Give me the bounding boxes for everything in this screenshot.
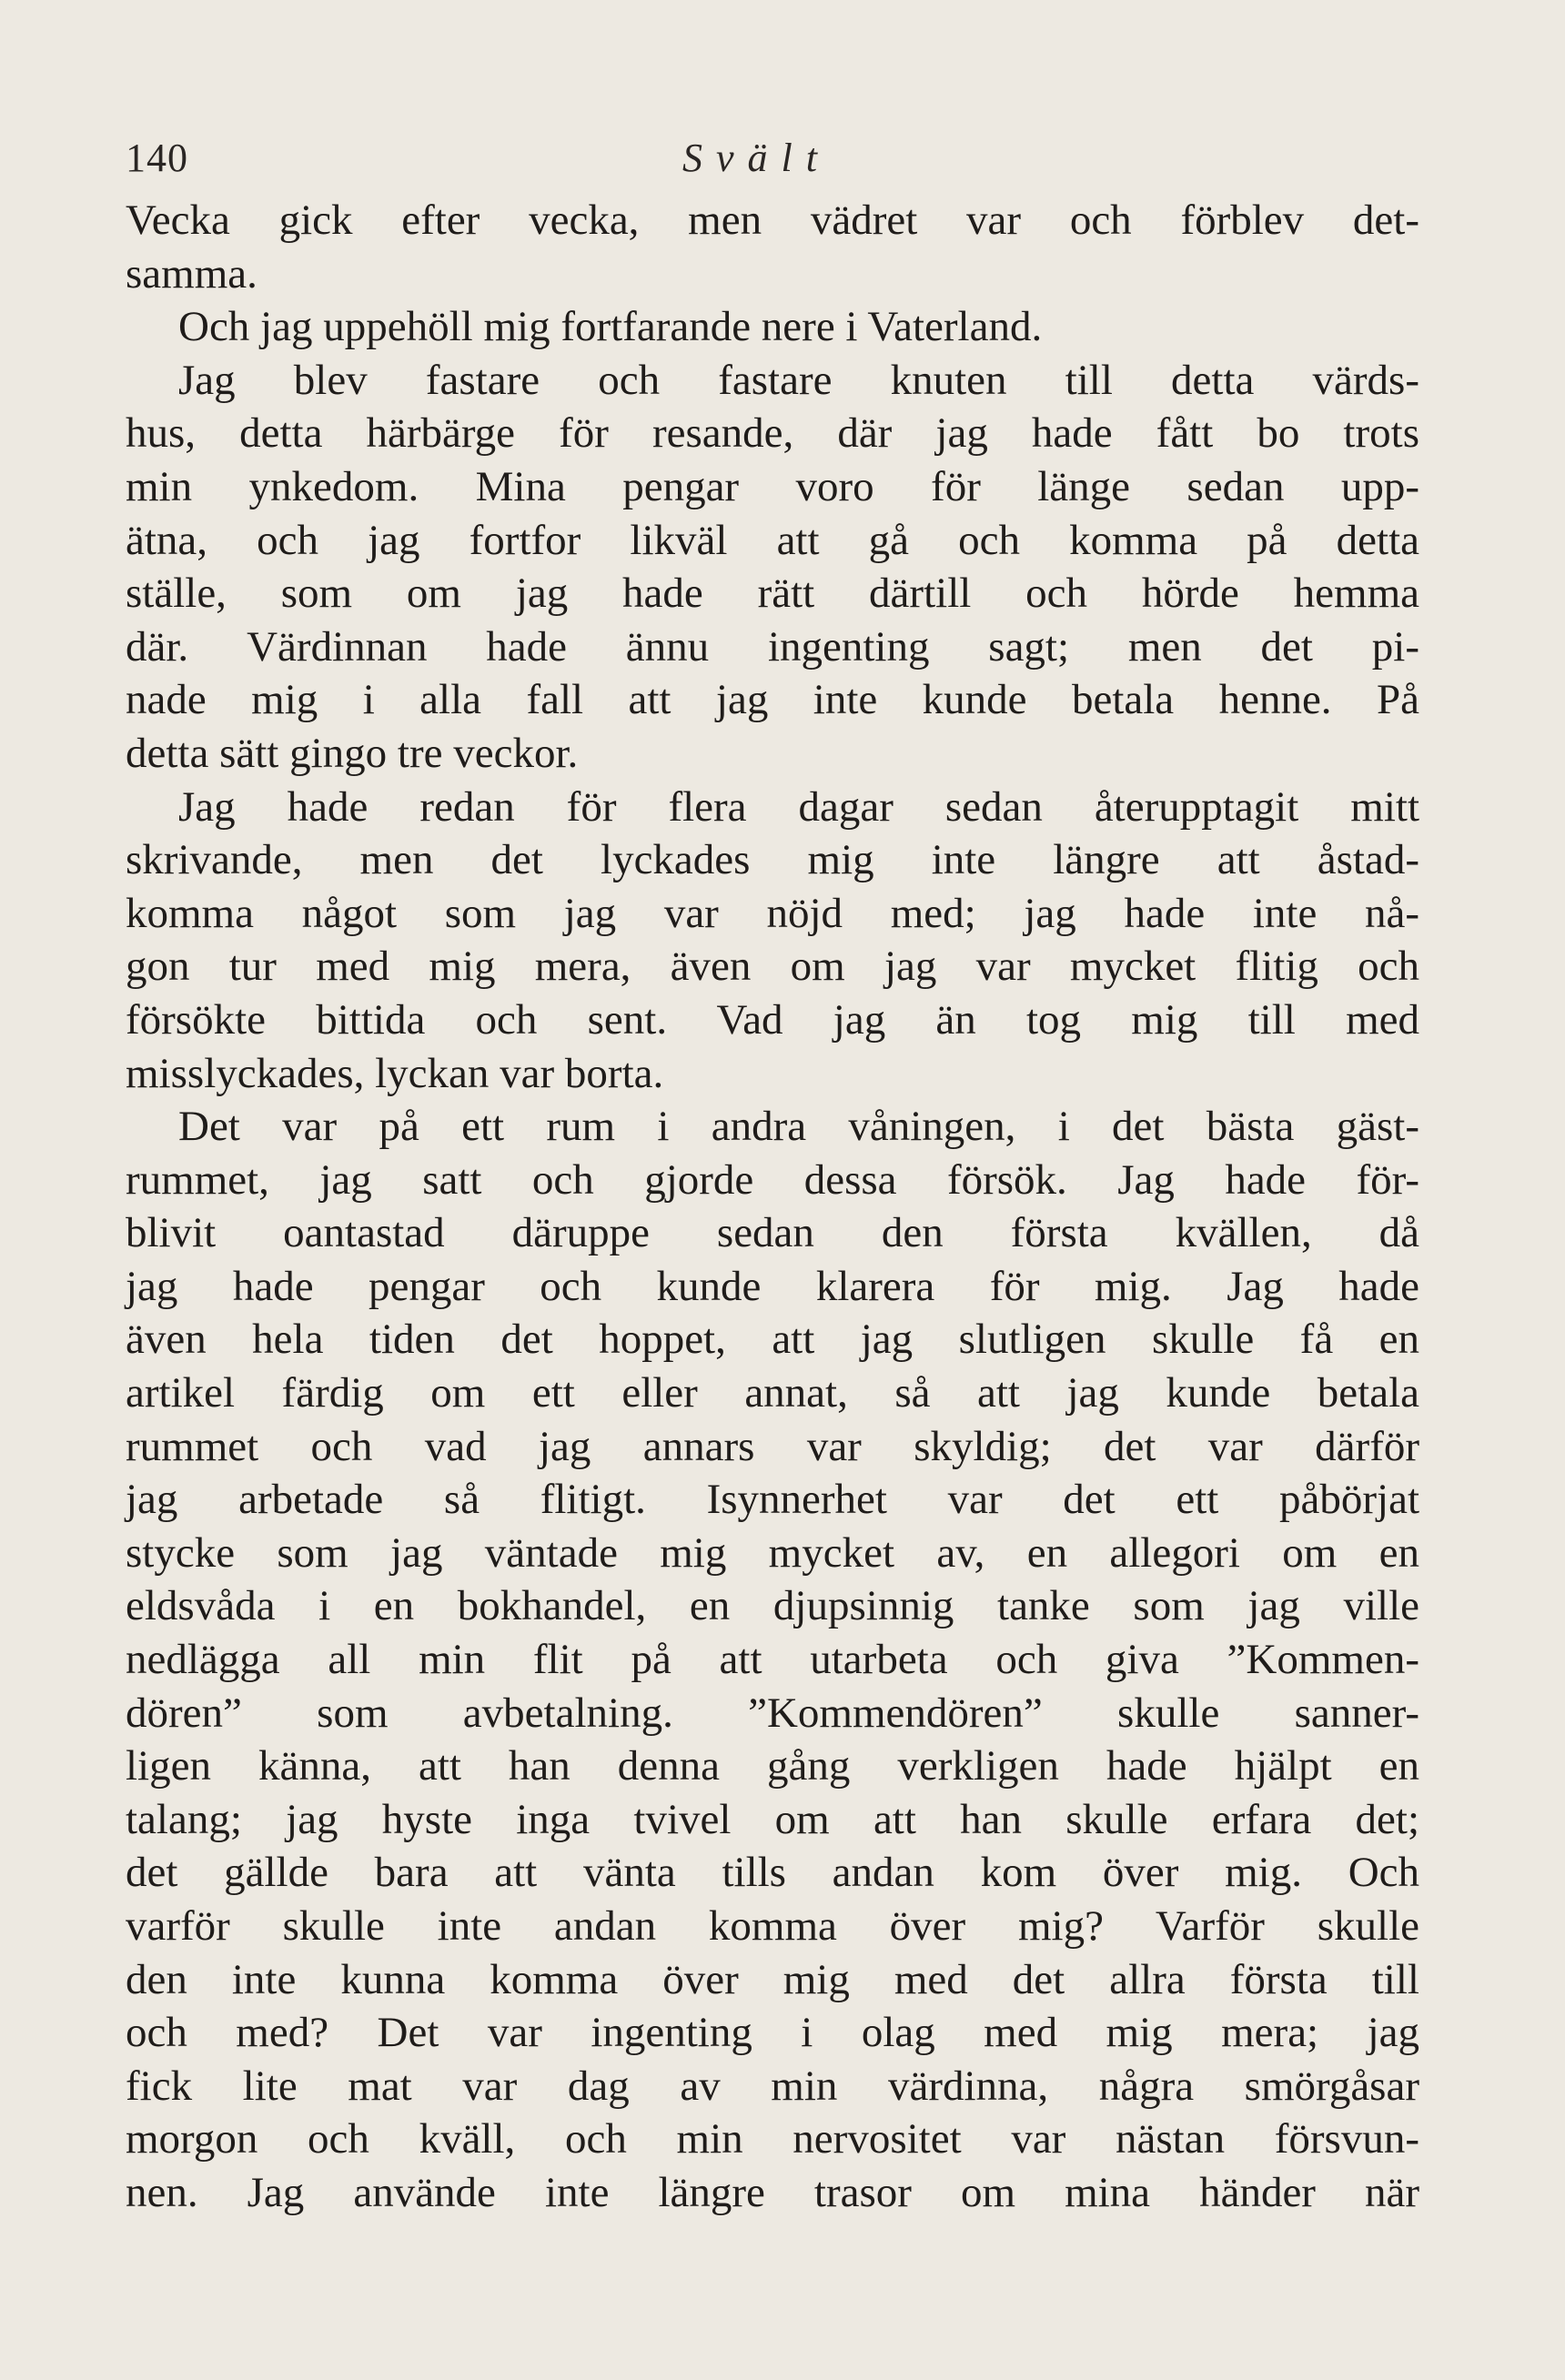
text-line: artikel färdig om ett eller annat, så att jag kunde betala: [126, 1369, 1419, 1417]
text-line: eldsvåda i en bokhandel, en djupsinnig tanke som jag ville: [126, 1582, 1419, 1630]
text-line: morgon och kväll, och min nervositet var nästan försvun-: [126, 2115, 1419, 2163]
text-line: blivit oantastad däruppe sedan den första kvällen, då: [126, 1209, 1419, 1257]
text-line: jag arbetade så flitigt. Isynnerhet var det ett påbörjat: [126, 1476, 1419, 1524]
text-line: min ynkedom. Mina pengar voro för länge sedan upp-: [126, 462, 1419, 510]
text-line: rummet och vad jag annars var skyldig; det var därför: [126, 1422, 1419, 1470]
text-line: det gällde bara att vänta tills andan kom över mig. Och: [126, 1849, 1419, 1897]
text-line: Jag hade redan för flera dagar sedan återupptagit mitt: [178, 782, 1419, 831]
text-line: nen. Jag använde inte längre trasor om mina händer när: [126, 2168, 1419, 2216]
text-line: nade mig i alla fall att jag inte kunde betala henne. På: [126, 676, 1419, 724]
running-title: Svält: [682, 136, 831, 180]
text-line: komma något som jag var nöjd med; jag hade inte nå-: [126, 889, 1419, 937]
text-line: nedlägga all min flit på att utarbeta och giva ”Kommen-: [126, 1636, 1419, 1684]
page-number: 140: [126, 136, 188, 180]
text-line: Och jag uppehöll mig fortfarande nere i Vaterland.: [178, 303, 1043, 351]
text-line: skrivande, men det lyckades mig inte längre att åstad-: [126, 836, 1419, 884]
text-line: Det var på ett rum i andra våningen, i det bästa gäst-: [178, 1103, 1419, 1151]
text-line: rummet, jag satt och gjorde dessa försök. Jag hade för-: [126, 1155, 1419, 1204]
text-line: jag hade pengar och kunde klarera för mig. Jag hade: [126, 1262, 1419, 1310]
text-line: detta sätt gingo tre veckor.: [126, 729, 579, 777]
text-line: talang; jag hyste inga tvivel om att han skulle erfara det;: [126, 1795, 1419, 1843]
text-line: samma.: [126, 249, 257, 298]
text-line: där. Värdinnan hade ännu ingenting sagt; men det pi-: [126, 622, 1419, 671]
text-line: dören” som avbetalning. ”Kommendören” skulle sanner-: [126, 1689, 1419, 1737]
text-line: hus, detta härbärge för resande, där jag hade fått bo trots: [126, 409, 1419, 458]
text-line: Jag blev fastare och fastare knuten till detta värds-: [178, 356, 1419, 404]
text-line: varför skulle inte andan komma över mig? Varför skulle: [126, 1902, 1419, 1950]
text-line: fick lite mat var dag av min värdinna, några smörgåsar: [126, 2062, 1419, 2110]
text-line: ställe, som om jag hade rätt därtill och hörde hemma: [126, 570, 1419, 618]
body-text: [126, 194, 1419, 2220]
page-header: [126, 135, 1419, 189]
text-line: försökte bittida och sent. Vad jag än tog mig till med: [126, 995, 1419, 1044]
text-line: gon tur med mig mera, även om jag var mycket flitig och: [126, 943, 1419, 991]
text-line: ätna, och jag fortfor likväl att gå och komma på detta: [126, 516, 1419, 564]
text-line: misslyckades, lyckan var borta.: [126, 1049, 664, 1097]
text-line: den inte kunna komma över mig med det allra första till: [126, 1955, 1419, 2003]
text-line: även hela tiden det hoppet, att jag slutligen skulle få en: [126, 1316, 1419, 1364]
text-line: ligen känna, att han denna gång verkligen hade hjälpt en: [126, 1742, 1419, 1790]
text-line: och med? Det var ingenting i olag med mig mera; jag: [126, 2009, 1419, 2057]
text-line: stycke som jag väntade mig mycket av, en allegori om en: [126, 1528, 1419, 1577]
text-line: Vecka gick efter vecka, men vädret var och förblev det-: [126, 197, 1419, 244]
